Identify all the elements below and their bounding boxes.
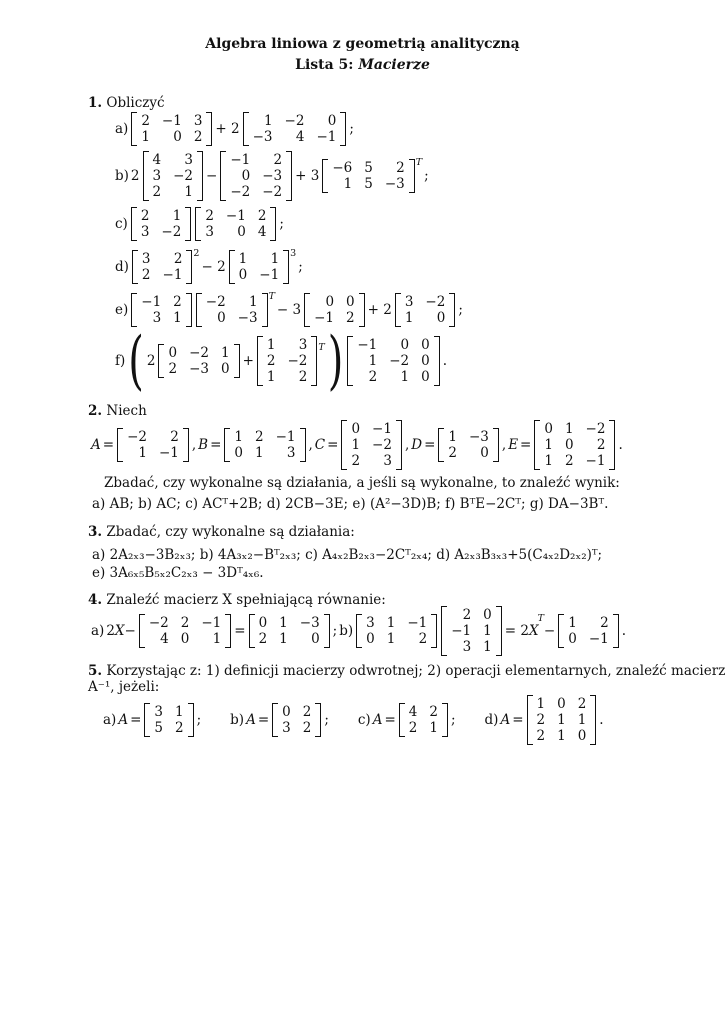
matrix-entry: 0 <box>351 421 361 437</box>
item-label: a) <box>91 623 105 639</box>
matrix-entry: 0 <box>544 421 553 437</box>
item-label: c) <box>357 712 371 728</box>
matrix-entry: −3 <box>262 168 283 184</box>
matrix-entry: 1 <box>220 345 230 361</box>
matrix-entry: −2 <box>585 421 606 437</box>
matrix <box>322 159 414 193</box>
task3-heading: 3. Zbadać, czy wykonalne są działania: <box>88 524 355 540</box>
matrix-entry: 3 <box>152 310 162 326</box>
matrix-entry: −2 <box>287 353 308 369</box>
matrix-entry: 0 <box>483 607 492 623</box>
matrix <box>395 293 456 327</box>
matrix-entry: 4 <box>257 224 267 240</box>
item-label: b) <box>230 712 245 728</box>
matrix-entry: −3 <box>189 361 209 377</box>
matrix <box>527 695 597 745</box>
task1-heading: 1. Obliczyć <box>88 95 165 111</box>
matrix-entry: 0 <box>346 294 355 310</box>
matrix-entry: 2 <box>368 369 378 385</box>
matrix-entry: −6 <box>332 160 353 176</box>
matrix-entry: −3 <box>252 129 273 145</box>
matrix-entry: −1 <box>141 294 162 310</box>
item-label: b) <box>339 623 354 639</box>
matrix-entry: 3 <box>193 113 203 129</box>
matrix-entry: 2 <box>152 184 162 200</box>
matrix-entry: 5 <box>154 720 163 736</box>
matrix-entry: 2 <box>173 251 183 267</box>
matrix-entry: 1 <box>266 369 276 385</box>
task3-line1: a) 2A₂ₓ₃−3B₂ₓ₃; b) 4A₃ₓ₂−Bᵀ₂ₓ₃; c) A₄ₓ₂B₂ₓ₃−2Cᵀ₂ₓ₄; d) A₂ₓ₃B₃ₓ₃+5(C₄ₓ₂D₂ₓ₂)ᵀ; <box>92 547 603 563</box>
item-label: b) <box>115 168 129 184</box>
matrix <box>143 151 204 201</box>
matrix-entry: 0 <box>168 345 178 361</box>
matrix-entry: −2 <box>262 184 283 200</box>
matrix-entry: 0 <box>480 445 489 461</box>
matrix <box>441 606 502 656</box>
matrix-entry: 4 <box>295 129 305 145</box>
matrix <box>158 344 239 378</box>
matrix-entry: 1 <box>248 294 258 310</box>
matrix <box>257 336 318 386</box>
task3-line2: e) 3A₆ₓ₅B₅ₓ₂C₂ₓ₃ − 3Dᵀ₄ₓ₆. <box>92 565 264 581</box>
matrix-entry: 1 <box>404 310 414 326</box>
matrix-entry: 3 <box>298 337 308 353</box>
matrix <box>356 614 437 648</box>
matrix-entry: 5 <box>364 176 373 192</box>
matrix-entry: 1 <box>400 369 410 385</box>
matrix-entry: 2 <box>302 704 312 720</box>
matrix-entry: −1 <box>372 421 392 437</box>
matrix-entry: 1 <box>564 421 574 437</box>
matrix-entry: 1 <box>212 631 222 647</box>
matrix-entry: 0 <box>568 631 577 647</box>
matrix-entry: 0 <box>258 615 268 631</box>
matrix-entry: 1 <box>138 445 147 461</box>
matrix <box>399 703 448 737</box>
matrix-entry: 3 <box>462 639 472 655</box>
matrix-entry: 2 <box>140 208 150 224</box>
item-label: f) <box>115 353 126 369</box>
matrix <box>131 112 212 146</box>
matrix <box>131 207 192 241</box>
matrix-entry: −3 <box>237 310 258 326</box>
matrix-entry: 0 <box>220 361 230 377</box>
matrix <box>272 703 321 737</box>
matrix <box>347 336 439 386</box>
matrix-entry: −1 <box>451 623 472 639</box>
matrix-entry: −2 <box>189 345 209 361</box>
matrix-entry: 1 <box>483 623 492 639</box>
matrix-entry: 0 <box>564 437 574 453</box>
matrix-entry: −3 <box>468 429 489 445</box>
matrix <box>196 293 268 327</box>
matrix-entry: 3 <box>141 251 151 267</box>
matrix-entry: 0 <box>241 168 251 184</box>
matrix-entry: 0 <box>180 631 190 647</box>
matrix-entry: 2 <box>351 453 361 469</box>
matrix-entry: 1 <box>429 720 438 736</box>
matrix <box>195 207 276 241</box>
matrix-entry: 2 <box>408 720 418 736</box>
matrix-entry: 2 <box>418 631 428 647</box>
matrix-entry: −2 <box>425 294 446 310</box>
task5-intro-line2: A⁻¹, jeżeli: <box>88 679 160 695</box>
matrix-entry: 1 <box>234 429 243 445</box>
task5-matrices: a) A = 3 1 5 2 ; b) A = 0 2 3 2 ; c) A = 4 2 2 1 ; d) A = 1 0 2 2 1 1 2 1 0 . <box>103 696 604 744</box>
matrix-entry: 0 <box>311 631 320 647</box>
matrix-entry: 0 <box>237 224 246 240</box>
matrix-D <box>438 428 499 462</box>
matrix-entry: 2 <box>298 369 308 385</box>
document-subtitle: Lista 5: Macierze <box>295 57 430 73</box>
matrix-entry: 1 <box>568 615 577 631</box>
matrix-entry: −1 <box>585 453 606 469</box>
matrix-entry: 3 <box>282 720 291 736</box>
matrix-entry: 2 <box>173 294 182 310</box>
matrix-entry: −3 <box>299 615 320 631</box>
matrix-entry: −1 <box>201 615 222 631</box>
matrix-entry: 2 <box>536 712 546 728</box>
matrix-entry: 5 <box>364 160 373 176</box>
matrix-entry: 1 <box>483 639 492 655</box>
matrix-entry: 2 <box>141 267 151 283</box>
matrix-entry: 1 <box>544 453 553 469</box>
matrix-entry: 1 <box>141 129 150 145</box>
matrix <box>229 250 290 284</box>
task2-operations: a) AB; b) AC; c) ACᵀ+2B; d) 2CB−3E; e) (A²−3D)B; f) BᵀE−2Cᵀ; g) DA−3Bᵀ. <box>92 496 609 512</box>
matrix <box>249 614 330 648</box>
matrix-entry: −2 <box>148 615 169 631</box>
matrix-entry: 2 <box>174 720 184 736</box>
document-title: Algebra liniowa z geometrią analityczną <box>205 36 520 52</box>
matrix-entry: 1 <box>386 615 396 631</box>
matrix-entry: 2 <box>141 113 150 129</box>
matrix-entry: 3 <box>383 453 392 469</box>
item-label: a) <box>103 712 117 728</box>
matrix-entry: 2 <box>180 615 190 631</box>
matrix-entry: −2 <box>173 168 194 184</box>
matrix <box>132 250 193 284</box>
matrix-entry: −1 <box>314 310 335 326</box>
matrix-entry: 1 <box>270 251 280 267</box>
matrix-entry: 2 <box>596 437 606 453</box>
matrix <box>243 112 347 146</box>
task1-f: f) ( 2 0 −2 1 2 −3 0 + 1 3 2 −2 1 2 T ) −1 0 0 1 −2 0 2 1 0 . <box>115 324 448 398</box>
matrix-entry: 1 <box>279 631 288 647</box>
matrix <box>131 293 192 327</box>
matrix-entry: −2 <box>205 294 226 310</box>
matrix-entry: 2 <box>577 696 587 712</box>
matrix-entry: 1 <box>174 704 184 720</box>
matrix-entry: −1 <box>259 267 280 283</box>
matrix-entry: 1 <box>448 429 457 445</box>
matrix-entry: −1 <box>161 113 182 129</box>
matrix-entry: 2 <box>429 704 438 720</box>
matrix-E <box>534 420 615 470</box>
matrix-entry: 0 <box>557 696 566 712</box>
matrix-entry: 2 <box>302 720 312 736</box>
matrix-entry: 1 <box>343 176 353 192</box>
matrix-entry: 1 <box>386 631 396 647</box>
matrix-entry: 0 <box>282 704 291 720</box>
matrix-entry: 1 <box>263 113 273 129</box>
matrix-entry: 3 <box>152 168 162 184</box>
task2-matrices: A = −2 2 1 −1 , B = 1 2 −1 0 1 3 , C = 0 −1 1 −2 2 3 , D = 1 −3 2 0 , E = 0 1 −2 1 0 2 1 2 −1 . <box>91 421 623 469</box>
matrix-entry: −2 <box>372 437 392 453</box>
task4-equations: a) 2X− −2 2 −1 4 0 1 = 0 1 −3 2 1 0 ; b) 3 1 −1 0 1 2 2 0 −1 1 3 1 = $2X^T-$ 1 2 0 −1 . <box>91 607 627 655</box>
matrix-entry: 1 <box>255 445 264 461</box>
item-label: a) <box>115 121 129 137</box>
matrix-entry: 0 <box>327 113 337 129</box>
matrix-entry: 0 <box>234 445 243 461</box>
matrix-entry: 1 <box>279 615 288 631</box>
matrix-entry: 2 <box>448 445 457 461</box>
matrix-entry: 4 <box>152 152 162 168</box>
matrix-entry: 1 <box>184 184 194 200</box>
matrix-entry: 0 <box>173 129 182 145</box>
matrix-C <box>341 420 402 470</box>
matrix-entry: 0 <box>577 728 587 744</box>
matrix-entry: 0 <box>217 310 226 326</box>
matrix-entry: 1 <box>266 337 276 353</box>
matrix-entry: 1 <box>173 310 182 326</box>
task1-e: e) −1 2 3 1 −2 1 0 −3 T − 3 0 0 −1 2 + 2 3 −2 1 0 ; <box>115 290 463 326</box>
matrix-entry: 0 <box>436 310 446 326</box>
task2-instruction: Zbadać, czy wykonalne są działania, a jeśli są wykonalne, to znaleźć wynik: <box>104 475 620 491</box>
matrix-entry: 3 <box>366 615 375 631</box>
matrix-entry: 0 <box>421 353 430 369</box>
matrix-entry: 2 <box>170 429 179 445</box>
matrix-entry: 2 <box>462 607 472 623</box>
matrix-entry: 1 <box>238 251 248 267</box>
matrix-entry: 2 <box>266 353 276 369</box>
matrix-B <box>224 428 305 462</box>
matrix-entry: 2 <box>273 152 283 168</box>
item-label: e) <box>115 302 129 318</box>
matrix-entry: −1 <box>588 631 609 647</box>
matrix-entry: 1 <box>536 696 546 712</box>
matrix-entry: −1 <box>357 337 378 353</box>
matrix-entry: −2 <box>161 224 182 240</box>
matrix-entry: −1 <box>162 267 183 283</box>
matrix-entry: 2 <box>396 160 405 176</box>
matrix-entry: −1 <box>230 152 251 168</box>
matrix-entry: −1 <box>275 429 296 445</box>
matrix-entry: 2 <box>168 361 178 377</box>
matrix-entry: 1 <box>557 728 566 744</box>
matrix-entry: 0 <box>421 337 430 353</box>
matrix-entry: 3 <box>154 704 163 720</box>
matrix-entry: 0 <box>366 631 375 647</box>
task1-d: d) 3 2 2 −1 2 − 2 1 1 0 −1 3 ; <box>115 247 303 283</box>
task5-heading: 5. Korzystając z: 1) definicji macierzy odwrotnej; 2) operacji elementarnych, znaleźć macierz <box>88 663 725 679</box>
matrix-entry: 3 <box>140 224 150 240</box>
matrix-entry: 2 <box>600 615 609 631</box>
matrix-entry: 0 <box>400 337 410 353</box>
matrix-entry: 3 <box>404 294 414 310</box>
matrix-entry: 0 <box>421 369 430 385</box>
matrix-entry: 2 <box>346 310 355 326</box>
matrix-entry: −1 <box>225 208 246 224</box>
matrix-entry: 3 <box>184 152 194 168</box>
matrix-entry: 0 <box>238 267 248 283</box>
item-label: d) <box>115 259 129 275</box>
matrix <box>304 293 365 327</box>
matrix-entry: −3 <box>384 176 405 192</box>
matrix-entry: 4 <box>160 631 169 647</box>
matrix <box>558 614 619 648</box>
matrix-entry: −1 <box>158 445 179 461</box>
matrix-entry: 2 <box>255 429 264 445</box>
matrix-entry: −2 <box>230 184 251 200</box>
matrix-entry: −1 <box>316 129 337 145</box>
matrix-entry: 1 <box>368 353 378 369</box>
task2-heading: 2. Niech <box>88 403 147 419</box>
matrix-entry: −2 <box>389 353 410 369</box>
matrix-entry: 2 <box>536 728 546 744</box>
matrix-entry: 1 <box>172 208 182 224</box>
item-label: c) <box>115 216 128 232</box>
matrix-entry: 3 <box>205 224 214 240</box>
matrix-entry: 2 <box>193 129 203 145</box>
matrix-entry: 1 <box>557 712 566 728</box>
matrix-entry: 2 <box>258 631 268 647</box>
matrix-entry: 2 <box>564 453 574 469</box>
matrix <box>144 703 193 737</box>
matrix <box>139 614 231 648</box>
matrix <box>220 151 292 201</box>
matrix-entry: −1 <box>407 615 428 631</box>
matrix-entry: 2 <box>205 208 214 224</box>
matrix-entry: −2 <box>284 113 305 129</box>
task1-c: c) 2 1 3 −2 2 −1 2 3 0 4 ; <box>115 208 284 240</box>
matrix-A <box>117 428 189 462</box>
matrix-entry: 1 <box>351 437 361 453</box>
matrix-entry: 3 <box>286 445 296 461</box>
task1-a: a) 2 −1 3 1 0 2 + 2 1 −2 0 −3 4 −1 ; <box>115 113 354 145</box>
matrix-entry: 1 <box>544 437 553 453</box>
matrix-entry: 2 <box>257 208 267 224</box>
matrix-entry: −2 <box>127 429 147 445</box>
task1-b: b) 2 4 3 3 −2 2 1 − −1 2 0 −3 −2 −2 + 3 −6 5 2 1 5 −3 T ; <box>115 152 429 200</box>
matrix-entry: 4 <box>408 704 418 720</box>
item-label: d) <box>484 712 499 728</box>
matrix-entry: 1 <box>577 712 587 728</box>
matrix-entry: 0 <box>325 294 335 310</box>
task4-heading: 4. Znaleźć macierz X spełniającą równanie: <box>88 592 386 608</box>
